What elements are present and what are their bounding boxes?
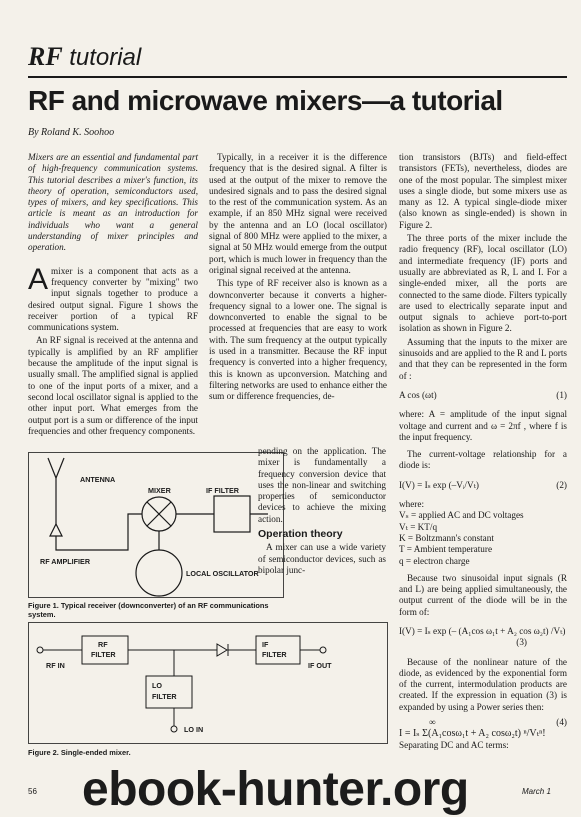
issue-date: March 1 [522, 787, 551, 796]
column-2 [209, 152, 387, 405]
paragraph: Because of the nonlinear nature of the diode, as evidenced by the exponential form of the current, intermodulation products are created. If the expression in equation (3) is expanded by using a Power series then: [399, 656, 567, 712]
equation-3 [399, 626, 567, 649]
equation-text: I(V) = Iₛ exp (–Vᵢ/Vₜ) [399, 479, 479, 490]
equation-number: (3) [516, 637, 527, 648]
column-1 [28, 152, 198, 439]
variable-item: T = Ambient temperature [399, 544, 493, 555]
paragraph: An RF signal is received at the antenna and typically is amplified by an RF amplifier because the amplitude of the input signal is usually small. The amplified signal is applied to one of the input ports of a mixer, and a second local oscillator signal is applied to the other input port. What emerges from the output port is a sum or difference of the input frequencies and other frequency components. [28, 335, 198, 436]
figure-2-caption: Figure 2. Single-ended mixer. [28, 748, 131, 757]
paragraph: Separating DC and AC terms: [399, 739, 509, 750]
paragraph: The three ports of the mixer include the radio frequency (RF), local oscillator (LO) and intermediate frequency (IF) ports and usually are abbreviated as R, L and I. For a single-ended mixer, all the ports are connected to the same diode. Filters typically are used to electrically separate input and output signals to achieve port-to-port isolation as shown in Figure 2. [399, 233, 567, 334]
section-kicker [28, 42, 141, 72]
sum-upper-limit: ∞ [429, 717, 436, 728]
if-filter-box [214, 496, 250, 532]
local-oscillator-label: LOCAL OSCILLATOR [186, 569, 259, 578]
lo-in-port-icon [171, 726, 177, 732]
if-out-label: IF OUT [308, 661, 332, 670]
kicker-rf: RF [28, 42, 63, 71]
column-3 [399, 152, 567, 753]
figure-1-diagram [28, 452, 284, 598]
watermark: ebook-hunter.org [82, 763, 469, 816]
if-filter-label: IF FILTER [206, 486, 240, 495]
antenna-label: ANTENNA [80, 475, 116, 484]
equation-2 [399, 480, 567, 491]
equation-number: (2) [556, 479, 567, 490]
equation-4 [399, 717, 567, 740]
paragraph: Assuming that the inputs to the mixer are sinusoids and are applied to the R and L ports and that they can be represented in the form of : [399, 336, 567, 381]
paragraph: The current-voltage relationship for a diode is: [399, 449, 567, 471]
rf-amplifier-icon [50, 524, 62, 536]
variable-item: Vₜ = KT/q [399, 521, 438, 532]
paragraph: This type of RF receiver also is known as a downconverter because it converts a higher-frequency signal to a lower one. The signal is downconverted to enable the signal to be processed at frequencies that are easy to work with. The sum frequency at the output typically is used in a transmitter. Because the RF input frequency is converted into a higher frequency, this is known as upconversion. Matching and filtering networks are used to enhance either the sum or difference frequencies, de- [209, 278, 387, 402]
article-title: RF and microwave mixers—a tutorial [28, 85, 503, 116]
rf-filter-label: FILTER [91, 650, 116, 659]
lo-in-label: LO IN [184, 725, 204, 734]
page-number: 56 [28, 787, 37, 796]
kicker-word: tutorial [69, 44, 142, 71]
lo-filter-label: FILTER [152, 692, 177, 701]
abstract: Mixers are an essential and fundamental part of high-frequency communication systems. This tutorial describes a mixer's function, its theory of operation, semiconductors used, types of mixers, and key specifications. This article is meant as an introduction for individuals who want a general understanding of mixer principles and operation. [28, 152, 198, 253]
paragraph: Because two sinusoidal input signals (R and L) are being applied simultaneously, the output current of the diode will be in the form of: [399, 572, 567, 617]
mixer-label: MIXER [148, 486, 171, 495]
if-out-port-icon [320, 647, 326, 653]
paragraph [28, 262, 198, 334]
variable-item: K = Boltzmann's constant [399, 532, 494, 543]
paragraph: tion transistors (BJTs) and field-effect transistors (FETs), nevertheless, diodes are one of the most popular. The simplest mixer uses a single diode, but some mixers use as many as 12. A typical single-diode mixer (also known as single-ended) is shown in Figure 2. [399, 152, 567, 230]
rf-in-port-icon [37, 647, 43, 653]
variable-list [399, 510, 567, 566]
local-oscillator-icon [136, 550, 182, 596]
equation-1 [399, 390, 567, 401]
paragraph: pending on the application. The mixer is fundamentally a frequency conversion device that uses the non-linear and switching properties of semiconductor devices to achieve the mixing action. [258, 446, 386, 524]
paragraph: Typically, in a receiver it is the difference frequency that is the desired signal. A filter is used at the output of the mixer to remove the undesired signals and to pass the desired signal to the rest of the communication system. As an example, if an 850 MHz signal were received by the antenna and an LO (local oscillator) signal of 800 MHz were applied to the mixer, a signal at 50 MHz would emerge from the output port, which is much lower in frequency than the original signal received at the antenna. [209, 152, 387, 275]
equation-number: (4) [556, 717, 567, 728]
equation-text: A cos (ωt) [399, 389, 437, 400]
rf-amplifier-label: RF AMPLIFIER [40, 557, 91, 566]
figure-1-caption: Figure 1. Typical receiver (downconverter) of an RF communications system. [28, 601, 269, 619]
figure-2-diagram [28, 622, 388, 744]
header-rule [28, 76, 567, 78]
if-filter-label: FILTER [262, 650, 287, 659]
equation-number: (1) [556, 389, 567, 400]
drop-cap: A [28, 262, 49, 296]
paragraph: A mixer can use a wide variety of semiconductor devices, such as bipolar junc- [258, 542, 386, 575]
variable-item: Vₛ = applied AC and DC voltages [399, 510, 524, 521]
byline: By Roland K. Soohoo [28, 127, 115, 138]
rf-filter-label: RF [98, 640, 108, 649]
diode-icon [217, 644, 228, 656]
variable-item: q = electron charge [399, 555, 470, 566]
section-heading: Operation theory [258, 528, 343, 541]
paragraph-text: mixer is a component that acts as a frequency converter by "mixing" two input signals together to produce a desired output signal. Figure 1 shows the receiver portion of a typical RF communications system. [28, 265, 198, 333]
where-label: where: [399, 499, 424, 510]
equation-text: I(V) = Iₛ exp (– (A₁cos ω₁t + A₂ cos ω₂t) /Vₜ) [399, 625, 566, 636]
antenna-icon [48, 458, 64, 524]
rf-in-label: RF IN [46, 661, 65, 670]
paragraph: where: A = amplitude of the input signal voltage and current and ω = 2πf , where f is the input frequency. [399, 409, 567, 442]
lo-filter-label: LO [152, 681, 162, 690]
equation-text: I = Iₛ Σ(A₁cosω₁t + A₂ cosω₂t) ⁿ/Vₜⁿ! [399, 728, 546, 740]
if-filter-label: IF [262, 640, 269, 649]
